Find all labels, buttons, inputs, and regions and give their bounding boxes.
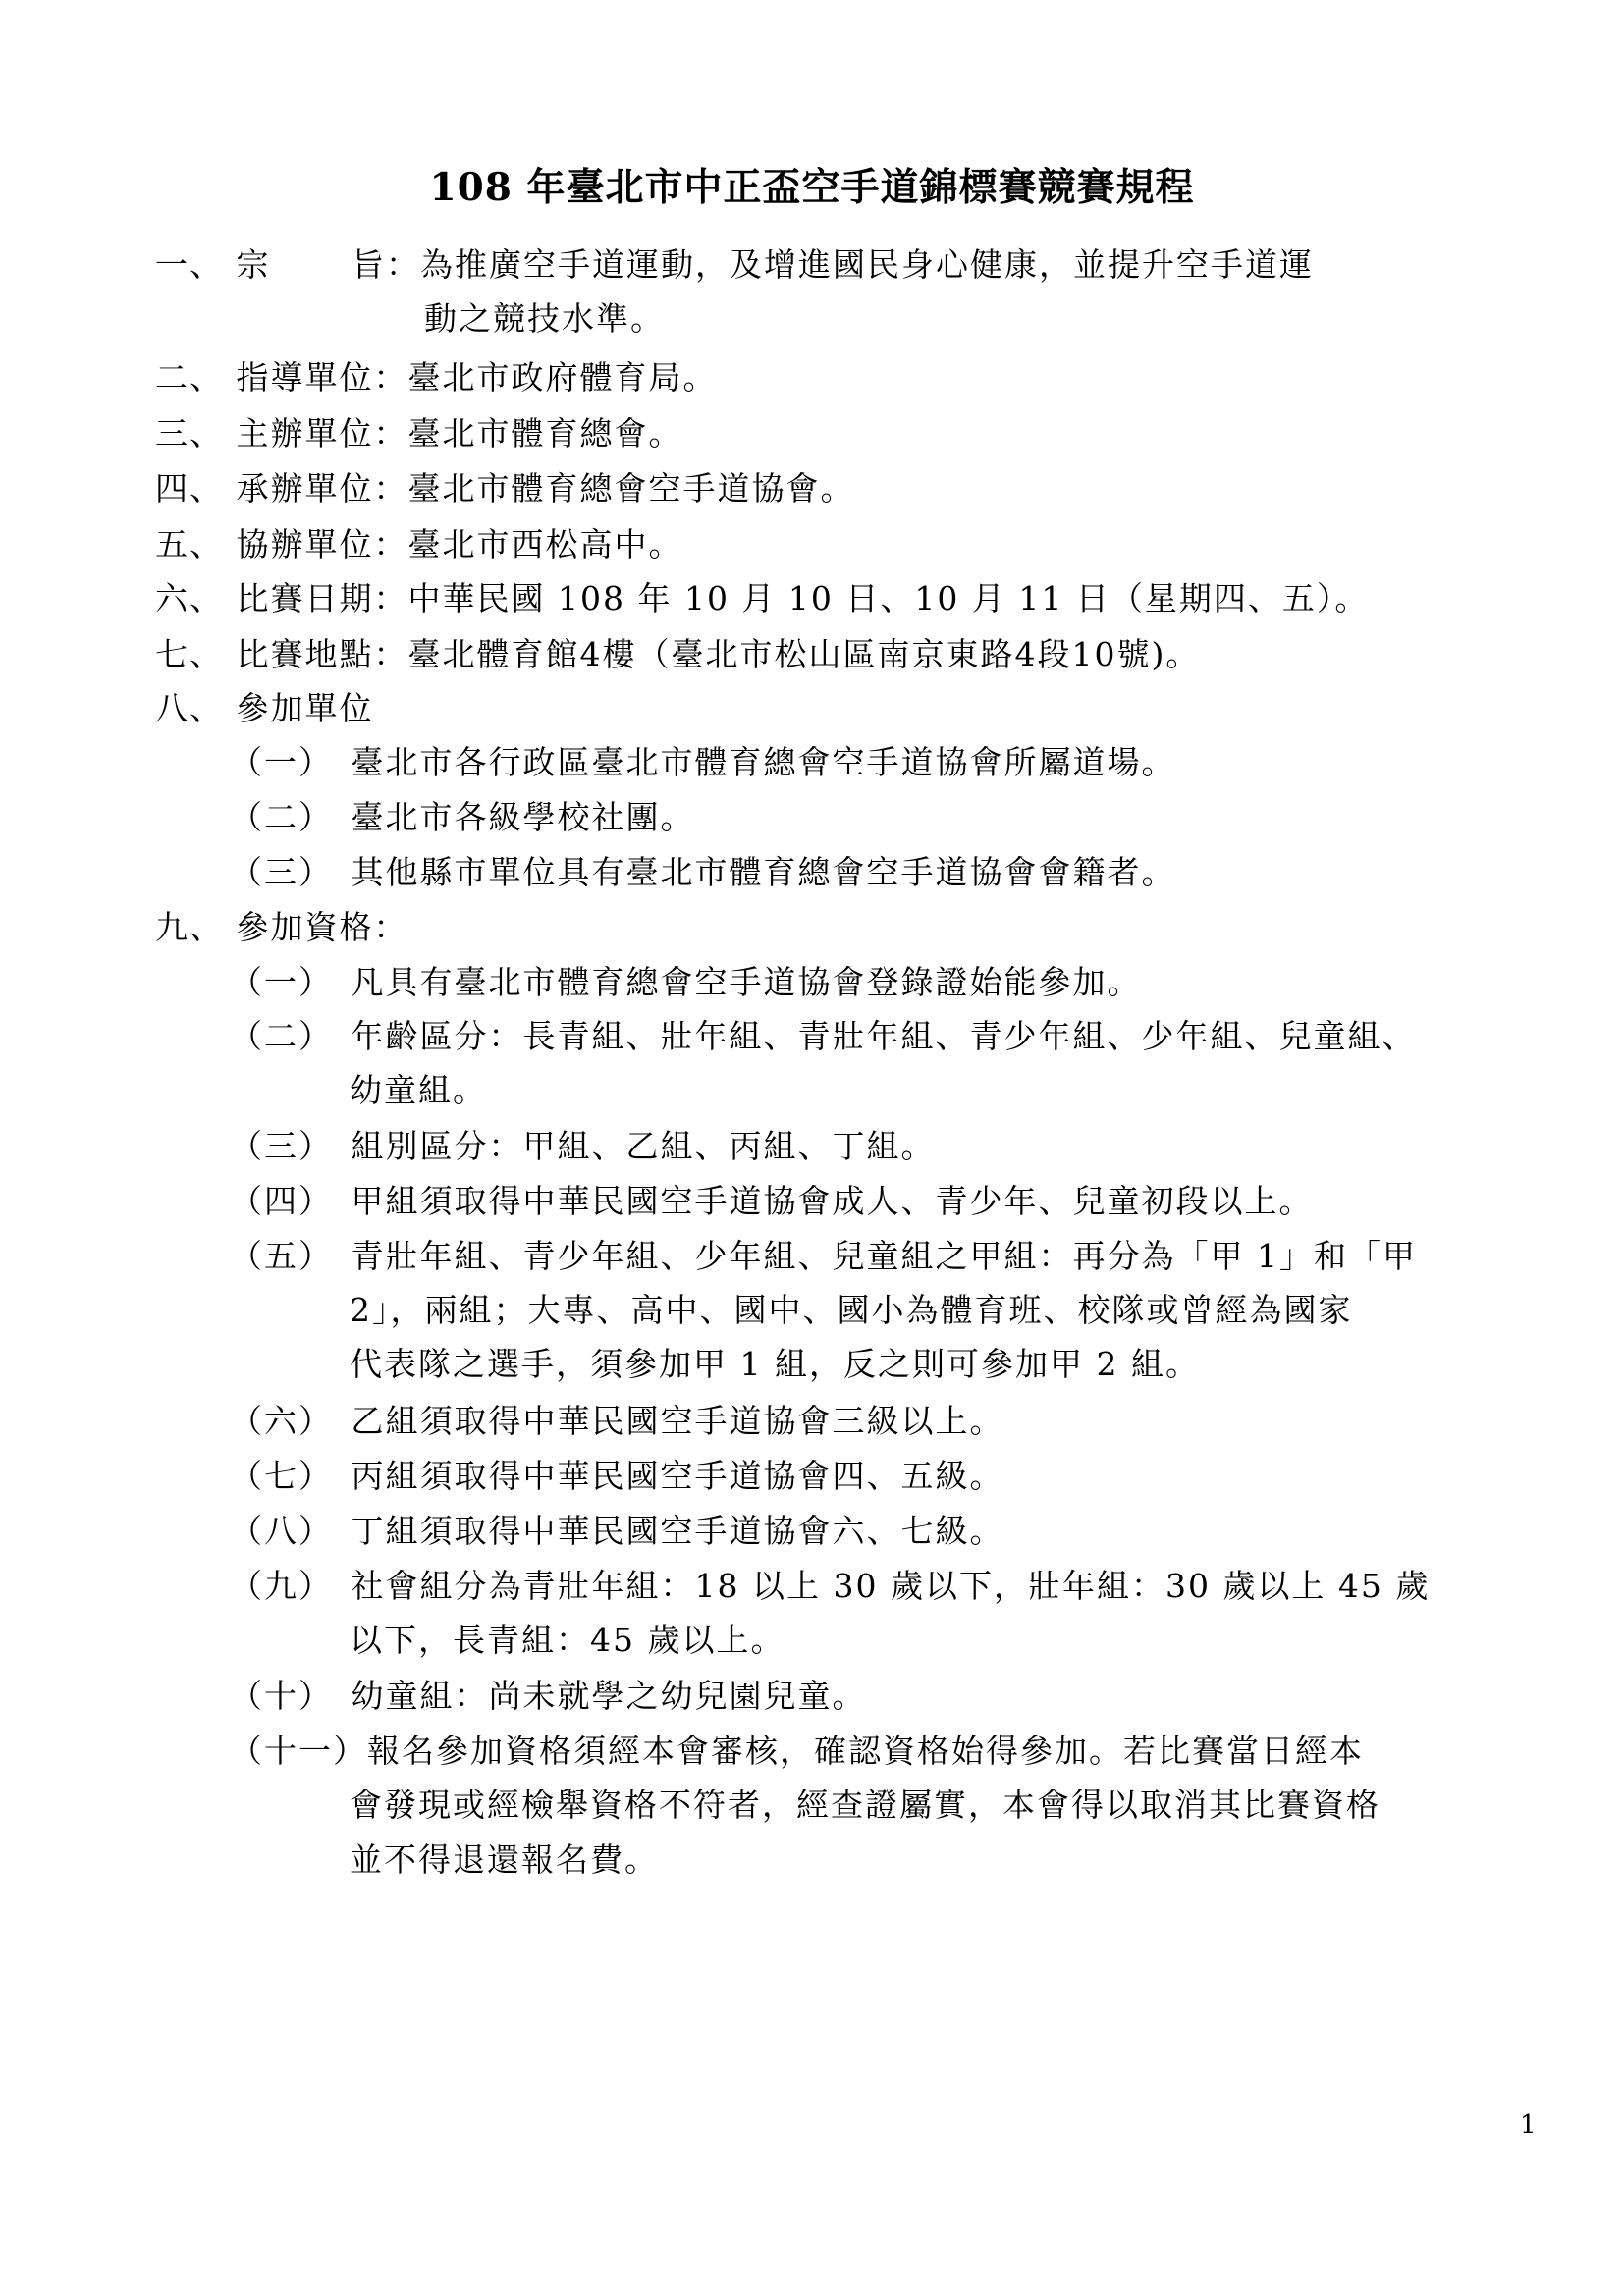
clause-9-item-9: （九） 社會組分為青壯年組：18 以上 30 歲以下，壯年組：30 歲以上 45 歲 xyxy=(230,1567,1431,1605)
clause-9-item-5: （五） 青壯年組、青少年組、少年組、兒童組之甲組：再分為「甲 1」和「甲 xyxy=(230,1237,1417,1275)
clause-8-item-1: （一） 臺北市各行政區臺北市體育總會空手道協會所屬道場。 xyxy=(230,743,1176,781)
clause-9-item-10: （十） 幼童組：尚未就學之幼兒園兒童。 xyxy=(230,1677,867,1715)
clause-9-item-9-continued: 以下，長青組：45 歲以上。 xyxy=(350,1621,785,1659)
clause-6-date: 六、 比賽日期：中華民國 108 年 10 月 10 日、10 月 11 日（星期四、五）。 xyxy=(155,579,1370,617)
clause-8-item-2: （二） 臺北市各級學校社團。 xyxy=(230,798,695,836)
clause-9-item-11-continued-2: 並不得退還報名費。 xyxy=(350,1841,659,1879)
clause-7-venue: 七、 比賽地點：臺北體育館4樓（臺北市松山區南京東路4段10號)。 xyxy=(155,635,1201,673)
clause-9-item-2-continued: 幼童組。 xyxy=(350,1071,487,1109)
clause-5-co-organizer: 五、 協辦單位：臺北市西松高中。 xyxy=(155,525,683,563)
clause-3-organizer: 三、 主辦單位：臺北市體育總會。 xyxy=(155,414,683,453)
clause-9-item-4: （四） 甲組須取得中華民國空手道協會成人、青少年、兒童初段以上。 xyxy=(230,1182,1314,1220)
clause-9-item-5-continued-1: 2」，兩組；大專、高中、國中、國小為體育班、校隊或曾經為國家 xyxy=(350,1291,1353,1329)
clause-9-item-3: （三） 組別區分：甲組、乙組、丙組、丁組。 xyxy=(230,1127,936,1165)
clause-1-purpose: 一、 宗 旨：為推廣空手道運動，及增進國民身心健康，並提升空手道運 xyxy=(155,245,1314,284)
clause-1-purpose-continued: 動之競技水準。 xyxy=(424,299,665,338)
clause-9-item-11: （十一）報名參加資格須經本會審核，確認資格始得參加。若比賽當日經本 xyxy=(230,1732,1364,1770)
clause-2-supervising-unit: 二、 指導單位：臺北市政府體育局。 xyxy=(155,358,718,397)
clause-9-item-5-continued-2: 代表隊之選手，須參加甲 1 組，反之則可參加甲 2 組。 xyxy=(350,1345,1200,1383)
clause-8-participating-units: 八、 參加單位 xyxy=(155,689,374,727)
clause-4-executing-unit: 四、 承辦單位：臺北市體育總會空手道協會。 xyxy=(155,469,855,507)
clause-9-item-11-continued-1: 會發現或經檢舉資格不符者，經查證屬實，本會得以取消其比賽資格 xyxy=(350,1786,1380,1824)
clause-9-eligibility: 九、 參加資格： xyxy=(155,908,408,946)
clause-9-item-1: （一） 凡具有臺北市體育總會空手道協會登錄證始能參加。 xyxy=(230,963,1142,1001)
document-title: 108 年臺北市中正盃空手道錦標賽競賽規程 xyxy=(429,165,1195,210)
page-number: 1 xyxy=(1520,2110,1537,2140)
clause-9-item-7: （七） 丙組須取得中華民國空手道協會四、五級。 xyxy=(230,1457,1004,1495)
clause-9-item-2: （二） 年齡區分：長青組、壯年組、青壯年組、青少年組、少年組、兒童組、 xyxy=(230,1017,1417,1055)
clause-9-item-6: （六） 乙組須取得中華民國空手道協會三級以上。 xyxy=(230,1402,1004,1440)
clause-9-item-8: （八） 丁組須取得中華民國空手道協會六、七級。 xyxy=(230,1512,1004,1550)
clause-8-item-3: （三） 其他縣市單位具有臺北市體育總會空手道協會會籍者。 xyxy=(230,853,1176,891)
